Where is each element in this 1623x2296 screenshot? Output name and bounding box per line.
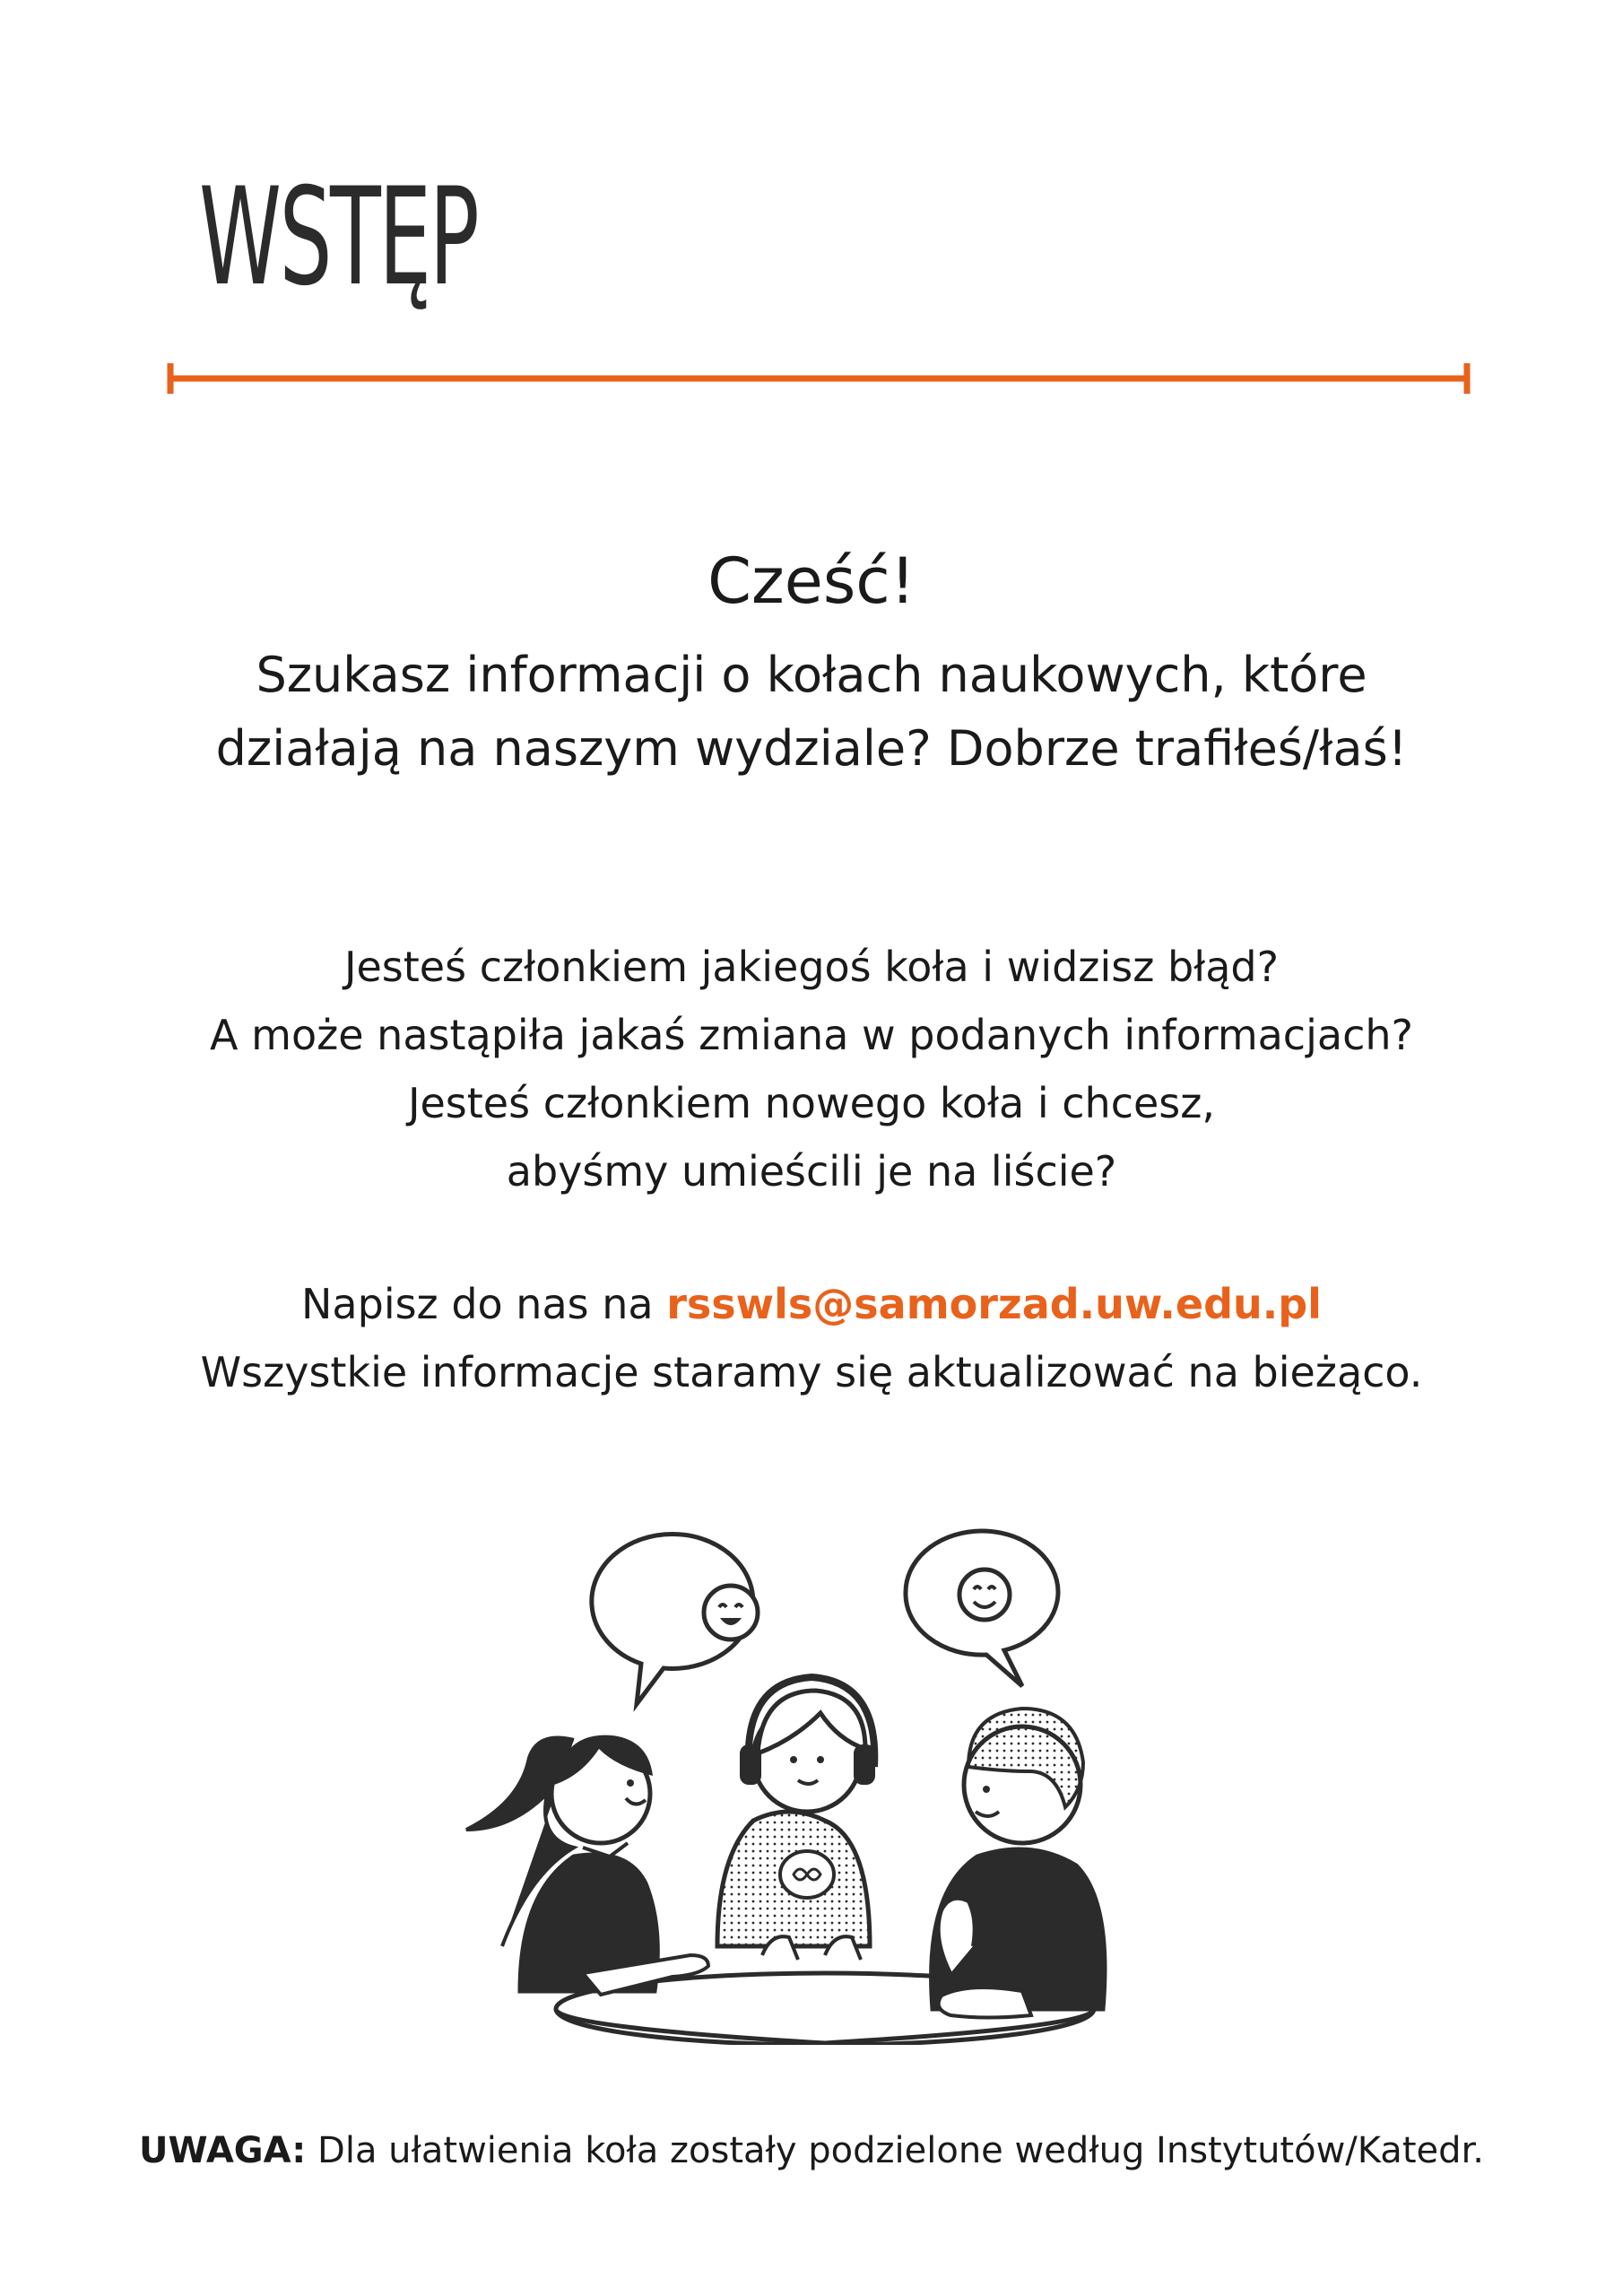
questions-text bbox=[0, 933, 1623, 1205]
intro-text bbox=[0, 639, 1623, 786]
questions-line-2: A może nastąpiła jakaś zmiana w podanych informacjach? bbox=[210, 1011, 1413, 1059]
speech-bubble-left-icon bbox=[592, 1534, 758, 1704]
person-left-icon bbox=[466, 1735, 708, 1995]
speech-bubble-right-icon bbox=[906, 1531, 1058, 1686]
note-body: Dla ułatwienia koła zostały podzielone według Instytutów/Katedr. bbox=[306, 2130, 1484, 2171]
contact-prefix: Napisz do nas na bbox=[301, 1280, 667, 1328]
person-middle-icon bbox=[717, 1677, 875, 1960]
page-title: WSTĘP bbox=[199, 160, 478, 316]
questions-line-1: Jesteś członkiem jakiegoś koła i widzisz błąd? bbox=[343, 943, 1280, 991]
contact-email-link[interactable]: rsswls@samorzad.uw.edu.pl bbox=[666, 1280, 1322, 1328]
greeting-heading: Cześć! bbox=[707, 544, 916, 618]
contact-line-2: Wszystkie informacje staramy się aktualizować na bieżąco. bbox=[200, 1348, 1423, 1396]
contact-text bbox=[0, 1270, 1623, 1406]
questions-line-4: abyśmy umieścili je na liście? bbox=[506, 1147, 1117, 1196]
contact-line-1 bbox=[0, 1270, 1623, 1338]
questions-line-3: Jesteś członkiem nowego koła i chcesz, bbox=[407, 1079, 1216, 1127]
intro-line-1: Szukasz informacji o kołach naukowych, które bbox=[256, 647, 1367, 703]
title-divider bbox=[167, 361, 1471, 396]
note-text bbox=[0, 2124, 1623, 2178]
note-label: UWAGA: bbox=[139, 2130, 307, 2171]
students-discussion-illustration bbox=[448, 1525, 1184, 2045]
intro-line-2: działają na naszym wydziale? Dobrze trafiłeś/łaś! bbox=[215, 720, 1408, 777]
person-right-icon bbox=[932, 1709, 1105, 2018]
